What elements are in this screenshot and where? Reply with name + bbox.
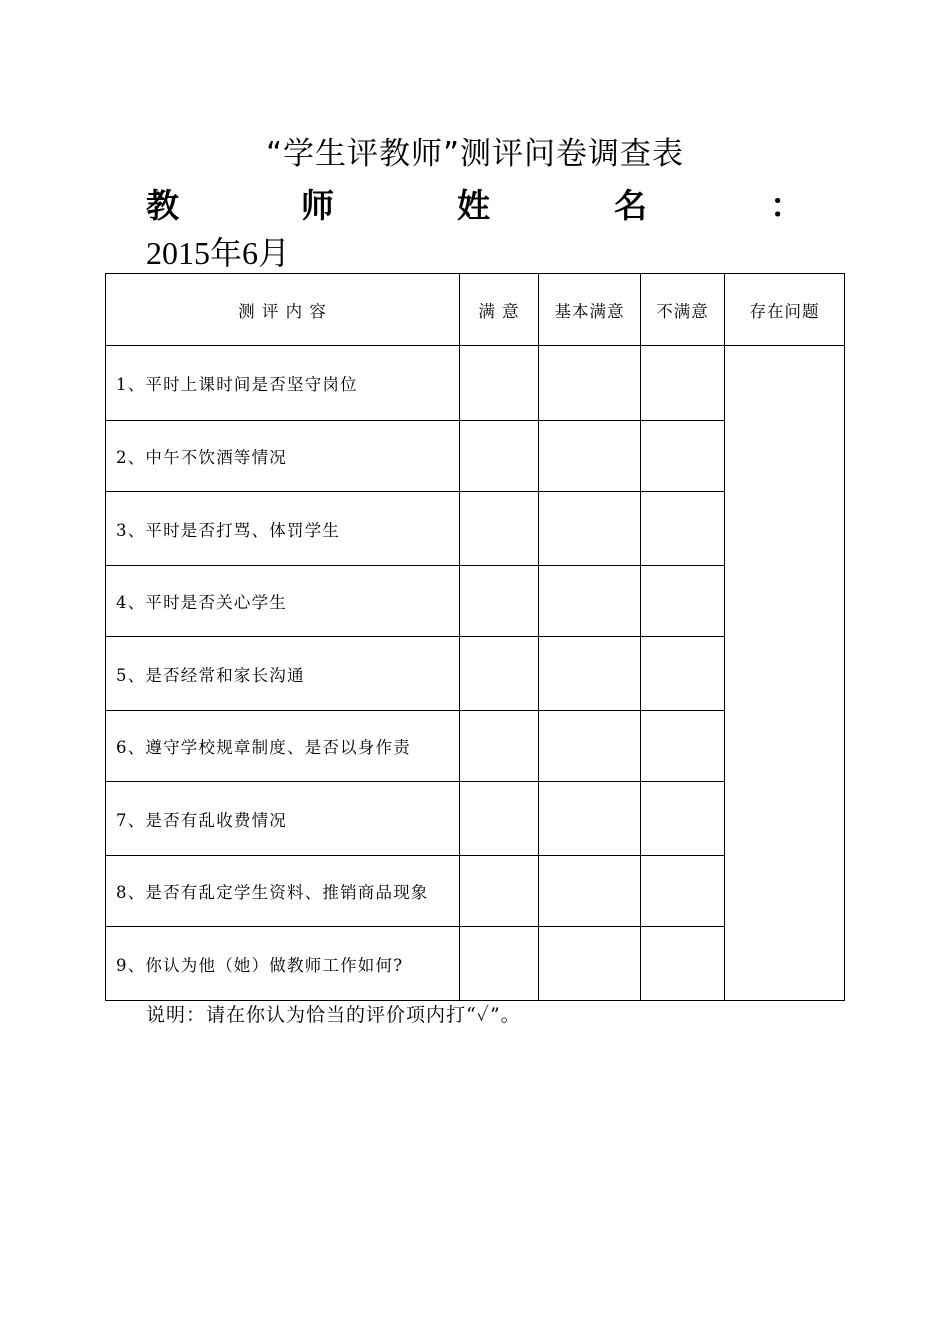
header-satisfied: 满 意	[460, 274, 539, 346]
teacher-name-colon: ：	[770, 186, 803, 225]
unsatisfied-checkbox-cell[interactable]	[641, 782, 725, 856]
unsatisfied-checkbox-cell[interactable]	[641, 711, 725, 782]
item-label: 2、中午不饮酒等情况	[106, 421, 460, 492]
basically-satisfied-checkbox-cell[interactable]	[539, 421, 641, 492]
satisfied-checkbox-cell[interactable]	[460, 346, 539, 421]
item-label: 4、平时是否关心学生	[106, 566, 460, 637]
item-label: 1、平时上课时间是否坚守岗位	[106, 346, 460, 421]
basically-satisfied-checkbox-cell[interactable]	[539, 637, 641, 711]
satisfied-checkbox-cell[interactable]	[460, 782, 539, 856]
item-label: 5、是否经常和家长沟通	[106, 637, 460, 711]
teacher-name-char: 教	[146, 186, 179, 225]
unsatisfied-checkbox-cell[interactable]	[641, 856, 725, 927]
satisfied-checkbox-cell[interactable]	[460, 421, 539, 492]
evaluation-table	[105, 273, 845, 1001]
item-label: 3、平时是否打骂、体罚学生	[106, 492, 460, 566]
document-title: “学生评教师”测评问卷调查表	[265, 136, 685, 172]
header-basically-satisfied: 基本满意	[539, 274, 641, 346]
satisfied-checkbox-cell[interactable]	[460, 566, 539, 637]
teacher-name-label	[146, 180, 803, 225]
item-label: 8、是否有乱定学生资料、推销商品现象	[106, 856, 460, 927]
satisfied-checkbox-cell[interactable]	[460, 711, 539, 782]
basically-satisfied-checkbox-cell[interactable]	[539, 492, 641, 566]
basically-satisfied-checkbox-cell[interactable]	[539, 711, 641, 782]
satisfied-checkbox-cell[interactable]	[460, 856, 539, 927]
unsatisfied-checkbox-cell[interactable]	[641, 421, 725, 492]
unsatisfied-checkbox-cell[interactable]	[641, 566, 725, 637]
teacher-name-char: 姓	[457, 186, 490, 225]
table-header-row	[106, 274, 845, 346]
satisfied-checkbox-cell[interactable]	[460, 637, 539, 711]
header-content: 测 评 内 容	[106, 274, 460, 346]
item-label: 9、你认为他（她）做教师工作如何?	[106, 927, 460, 1001]
basically-satisfied-checkbox-cell[interactable]	[539, 566, 641, 637]
unsatisfied-checkbox-cell[interactable]	[641, 637, 725, 711]
survey-date: 2015年6月	[146, 235, 291, 271]
basically-satisfied-checkbox-cell[interactable]	[539, 927, 641, 1001]
unsatisfied-checkbox-cell[interactable]	[641, 927, 725, 1001]
teacher-name-char: 师	[301, 186, 334, 225]
header-problems: 存在问题	[725, 274, 845, 346]
basically-satisfied-checkbox-cell[interactable]	[539, 782, 641, 856]
basically-satisfied-checkbox-cell[interactable]	[539, 856, 641, 927]
instruction-note: 说明：请在你认为恰当的评价项内打“✓”。	[146, 1004, 521, 1026]
header-unsatisfied: 不满意	[641, 274, 725, 346]
item-label: 7、是否有乱收费情况	[106, 782, 460, 856]
table-row	[106, 346, 845, 421]
unsatisfied-checkbox-cell[interactable]	[641, 492, 725, 566]
unsatisfied-checkbox-cell[interactable]	[641, 346, 725, 421]
satisfied-checkbox-cell[interactable]	[460, 492, 539, 566]
satisfied-checkbox-cell[interactable]	[460, 927, 539, 1001]
basically-satisfied-checkbox-cell[interactable]	[539, 346, 641, 421]
item-label: 6、遵守学校规章制度、是否以身作责	[106, 711, 460, 782]
teacher-name-char: 名	[614, 186, 647, 225]
problems-input-cell[interactable]	[725, 346, 845, 1001]
